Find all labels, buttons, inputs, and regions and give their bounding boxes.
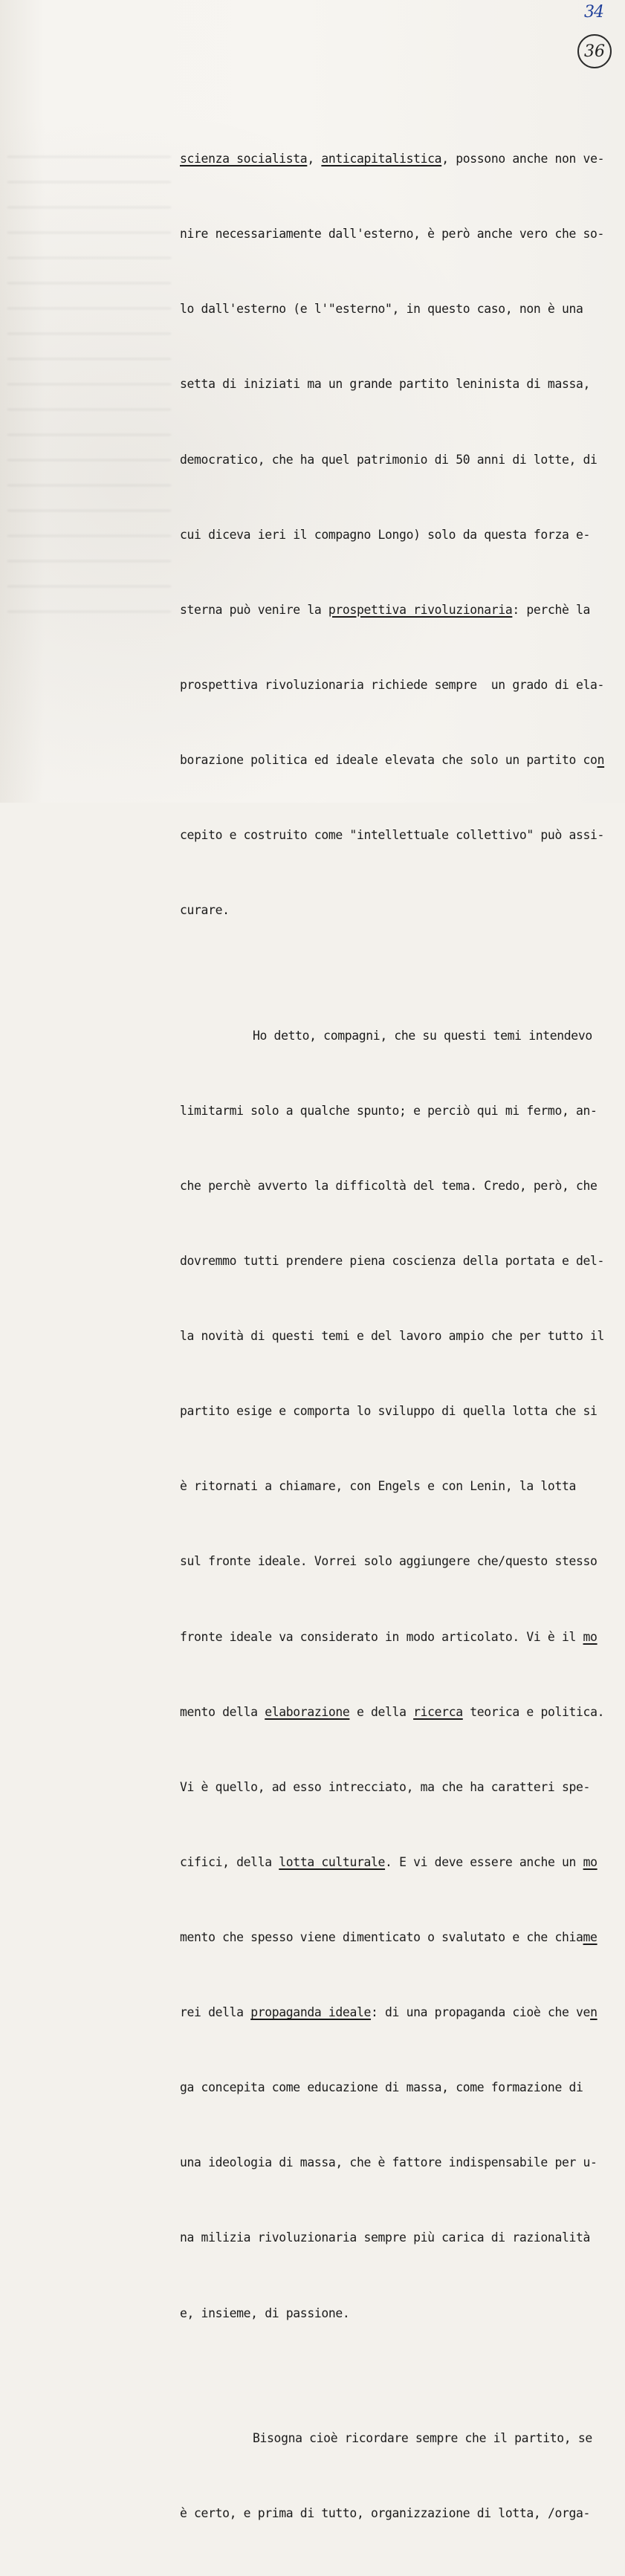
text-line: cifici, della lotta culturale. E vi deve essere anche un mo (180, 1854, 598, 1869)
text-line: partito esige e comporta lo sviluppo di quella lotta che si (180, 1404, 598, 1419)
text-line: rei della propaganda ideale: di una propaganda cioè che ven (180, 2005, 598, 2020)
text-line: democratico, che ha quel patrimonio di 50 anni di lotte, di (180, 452, 598, 467)
bleed-through-shadow (7, 156, 171, 632)
text-line: nire necessariamente dall'esterno, è però anche vero che so- (180, 227, 605, 242)
archive-number: 36 (584, 42, 605, 61)
text-line: lo dall'esterno (e l'"esterno", in questo caso, non è una (180, 302, 583, 317)
text-line: Vi è quello, ad esso intrecciato, ma che ha caratteri spe- (180, 1779, 591, 1794)
text-line: sterna può venire la prospettiva rivoluzionaria: perchè la (180, 602, 591, 617)
text-line: è ritornati a chiamare, con Engels e con Lenin, la lotta (180, 1479, 577, 1494)
text-line: fronte ideale va considerato in modo articolato. Vi è il mo (180, 1629, 598, 1644)
text-line: Ho detto, compagni, che su questi temi intendevo (253, 1028, 592, 1043)
text-line: limitarmi solo a qualche spunto; e perciò qui mi fermo, an- (180, 1103, 598, 1118)
text-line: borazione politica ed ideale elevata che solo un partito con (180, 752, 605, 767)
handwritten-strike-mark: / (547, 2506, 555, 2521)
text-line: e, insieme, di passione. (180, 2305, 350, 2320)
text-line: prospettiva rivoluzionaria richiede sempre un grado di ela- (180, 677, 605, 692)
text-line: curare. (180, 903, 230, 918)
text-line: dovremmo tutti prendere piena coscienza della portata e del- (180, 1254, 605, 1269)
text-line: che perchè avverto la difficoltà del tema. Credo, però, che (180, 1178, 598, 1193)
page-number: 34 (584, 3, 603, 22)
text-line: una ideologia di massa, che è fattore indispensabile per u- (180, 2155, 598, 2170)
text-line: mento della elaborazione e della ricerca teorica e politica. (180, 1704, 605, 1719)
text-line: scienza socialista, anticapitalistica, possono anche non ve- (180, 152, 605, 166)
text-line: cepito e costruito come "intellettuale collettivo" può assi- (180, 828, 605, 843)
text-line: na milizia rivoluzionaria sempre più carica di razionalità (180, 2230, 591, 2245)
text-line: ga concepita come educazione di massa, come formazione di (180, 2080, 583, 2095)
text-line: è certo, e prima di tutto, organizzazione di lotta, /orga- (180, 2506, 591, 2521)
text-line: la novità di questi temi e del lavoro ampio che per tutto il (180, 1329, 605, 1344)
text-line: setta di iniziati ma un grande partito leninista di massa, (180, 377, 591, 392)
text-line: mento che spesso viene dimenticato o svalutato e che chiame (180, 1930, 598, 1945)
archive-number-circle (577, 34, 612, 68)
text-line: cui diceva ieri il compagno Longo) solo da questa forza e- (180, 527, 591, 542)
typed-text (180, 71, 622, 2576)
text-line: sul fronte ideale. Vorrei solo aggiungere che/questo stesso (180, 1554, 598, 1569)
text-line: Bisogna cioè ricordare sempre che il partito, se (253, 2431, 592, 2446)
